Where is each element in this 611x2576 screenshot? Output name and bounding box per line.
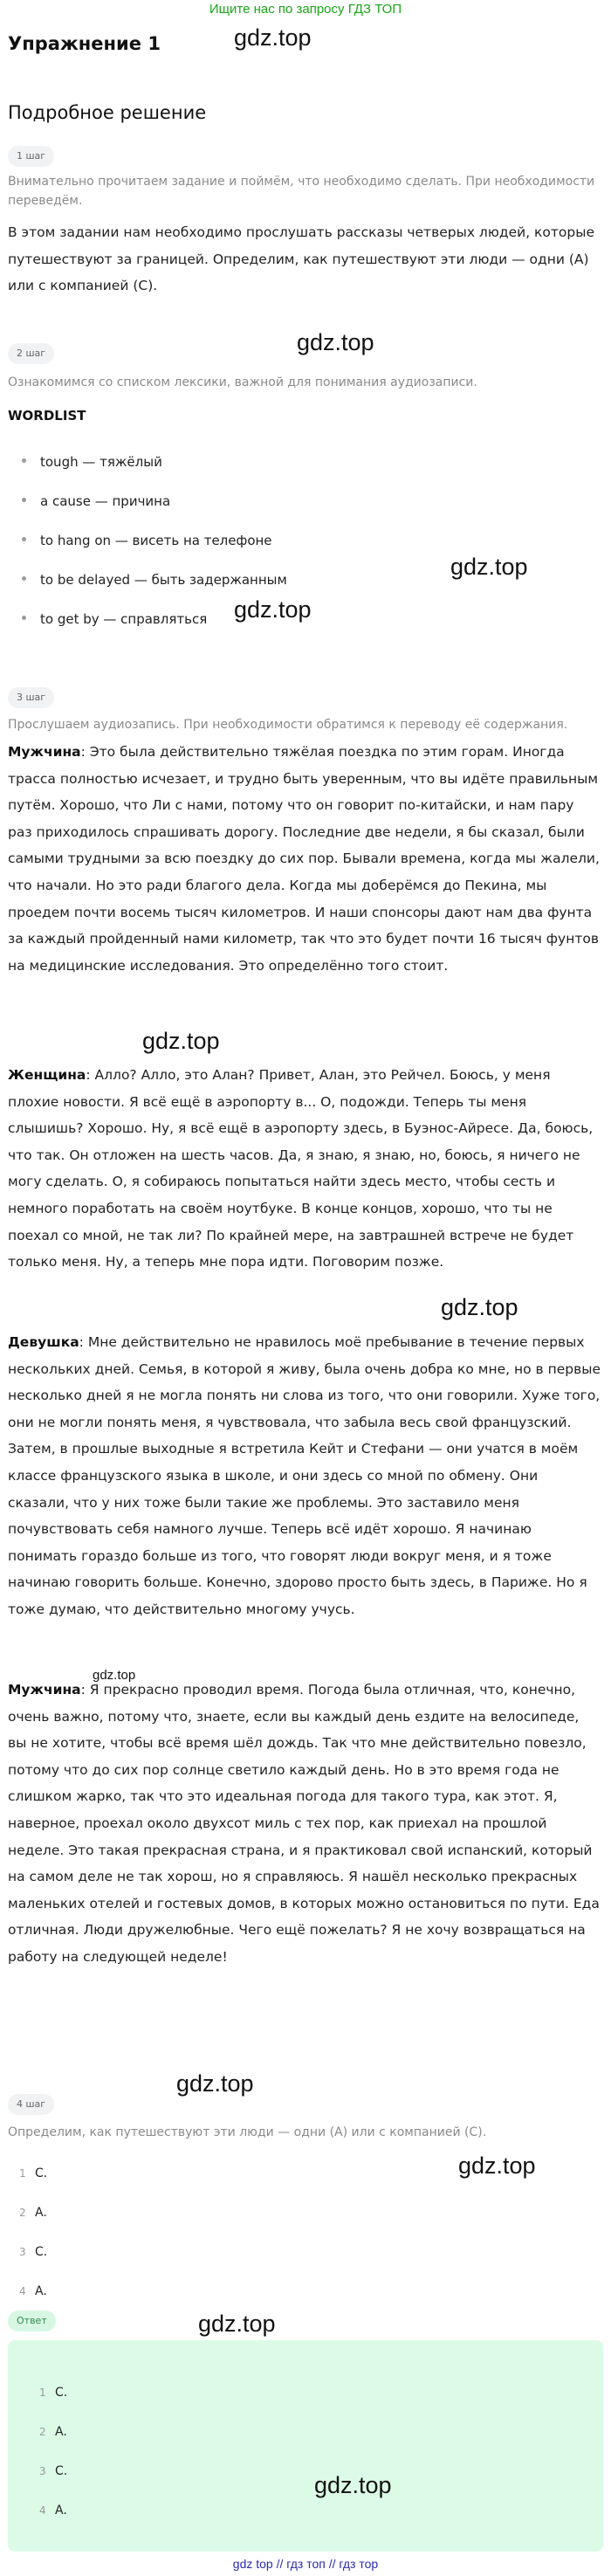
answer-row xyxy=(19,2282,47,2301)
answer-box xyxy=(8,2340,603,2552)
answer-number: 1 xyxy=(19,2167,26,2180)
answer-number: 4 xyxy=(39,2504,46,2517)
wordlist-item xyxy=(22,610,207,629)
watermark: gdz.top xyxy=(198,2311,276,2337)
transcript-paragraph xyxy=(8,739,601,979)
answer-number: 2 xyxy=(19,2207,26,2219)
wordlist-item xyxy=(22,452,162,472)
wordlist-item xyxy=(22,531,272,550)
step-3-hint: Прослушаем аудиозапись. При необходимости обратимся к переводу её содержания. xyxy=(8,718,568,732)
transcript-text: : Я прекрасно проводил время. Погода была отличная, что, конечно, очень важно, потому что, знаете, если вы каждый день ездите на велосипеде, вы не хотите, чтобы всё время шёл дождь. Так что мне действительно повезло, потому что до сих пор солнце светило каждый день. Но в это время года не слишком жарко, так что это идеальная погода для такого тура, как этот. Я, наверное, проехал около двухсот миль с тех пор, как приехал на прошлой неделе. Это такая прекрасная страна, и я практиковал свой испанский, который на самом деле не так хорош, но я справляюсь. Я нашёл несколько прекрасных маленьких отелей и гостевых домов, в которых можно остановиться по пути. Еда отличная. Люди дружелюбные. Чего ещё пожелать? Я не хочу возвращаться на работу на следующей неделе! xyxy=(8,1682,600,1965)
watermark: gdz.top xyxy=(314,2472,392,2498)
final-answer-row xyxy=(39,2422,67,2442)
answer-value: C. xyxy=(35,2245,48,2259)
answer-number: 3 xyxy=(19,2246,26,2258)
watermark: gdz.top xyxy=(93,1668,136,1683)
step-1-text: В этом задании нам необходимо прослушать рассказы четверых людей, которые путешествуют за границей. Определим, как путешествуют эти люди — одни (A) или с компанией (C). xyxy=(8,224,595,294)
wordlist-item-text: to get by — справляться xyxy=(40,611,208,627)
wordlist-item xyxy=(22,492,170,511)
watermark: gdz.top xyxy=(458,2152,536,2179)
speaker-name: Девушка xyxy=(8,1334,79,1350)
answer-badge: Ответ xyxy=(8,2311,56,2331)
watermark: gdz.top xyxy=(142,1028,220,1054)
bullet-icon xyxy=(22,498,26,502)
bullet-icon xyxy=(22,458,26,463)
step-4-hint: Определим, как путешествуют эти люди — одни (A) или с компанией (C). xyxy=(8,2125,487,2139)
bullet-icon xyxy=(22,616,26,620)
watermark: gdz.top xyxy=(176,2070,254,2097)
speaker-name: Женщина xyxy=(8,1067,86,1083)
transcript-text: : Это была действительно тяжёлая поездка по этим горам. Иногда трасса полностью исчезает, и трудно быть уверенным, что вы идёте правильным путём. Хорошо, что Ли с нами, потому что он говорит по-китайски, и нам пару раз приходилось спрашивать дорогу. Последние две недели, я бы сказал, были самыми трудными за всю поездку до сих пор. Бывали времена, когда мы жалели, что начали. Но это ради благого дела. Когда мы доберёмся до Пекина, мы проедем почти восемь тысяч километров. И наши спонсоры дают нам два фунта за каждый пройденный нами километр, так что это будет почти 16 тысяч фунтов на медицинские исследования. Это определённо того стоит. xyxy=(8,744,600,974)
step-3-badge: 3 шаг xyxy=(8,687,54,708)
step-4-badge: 4 шаг xyxy=(8,2094,54,2115)
transcript-text: : Мне действительно не нравилось моё пребывание в течение первых нескольких дней. Семья, в которой я живу, была очень добра ко мне, но в первые несколько дней я не могла понять ни слова из того, что они говорили. Хуже того, они не могли понять меня, я чувствовала, что забыла весь свой французский. Затем, в прошлые выходные я встретила Кейт и Стефани — они учатся в моём классе французского языка в школе, и они здесь со мной по обмену. Они сказали, что у них тоже были такие же проблемы. Это заставило меня почувствовать себя намного лучше. Теперь всё идёт хорошо. Я начинаю понимать гораздо больше из того, что говорят люди вокруг меня, и я тоже начинаю говорить больше. Конечно, здорово просто быть здесь, в Париже. Но я тоже думаю, что действительно многому учусь. xyxy=(8,1334,601,1617)
wordlist-item-text: tough — тяжёлый xyxy=(40,454,162,470)
bullet-icon xyxy=(22,537,26,541)
answer-value: C. xyxy=(35,2166,48,2180)
transcript-paragraph xyxy=(8,1329,601,1623)
final-answer-row xyxy=(39,2501,67,2520)
step-2-hint: Ознакомимся со списком лексики, важной для понимания аудиозаписи. xyxy=(8,375,477,389)
watermark: gdz.top xyxy=(450,554,528,580)
final-answer-row xyxy=(39,2383,67,2402)
answer-number: 4 xyxy=(19,2285,26,2297)
wordlist-item-text: to be delayed — быть задержанным xyxy=(40,572,287,588)
answer-value: C. xyxy=(55,2386,68,2400)
bottom-banner[interactable]: gdz top // гдз топ // гдз тор xyxy=(232,2557,379,2571)
wordlist-item-text: to hang on — висеть на телефоне xyxy=(40,533,272,548)
step-2-badge: 2 шаг xyxy=(8,343,54,364)
answer-value: A. xyxy=(35,2284,47,2298)
wordlist-item-text: a cause — причина xyxy=(40,493,171,509)
answer-row xyxy=(19,2203,47,2222)
speaker-name: Мужчина xyxy=(8,744,81,760)
answer-number: 2 xyxy=(39,2426,46,2438)
step-1-badge: 1 шаг xyxy=(8,146,54,167)
answer-number: 1 xyxy=(39,2387,46,2399)
wordlist-title: WORDLIST xyxy=(8,408,86,424)
exercise-title: Упражнение 1 xyxy=(8,33,161,54)
answer-row xyxy=(19,2164,47,2183)
answer-number: 3 xyxy=(39,2465,46,2477)
watermark: gdz.top xyxy=(234,24,312,51)
transcript-paragraph xyxy=(8,1677,601,1971)
transcript-paragraph xyxy=(8,1062,601,1276)
watermark: gdz.top xyxy=(234,596,312,623)
wordlist-item xyxy=(22,570,287,589)
watermark: gdz.top xyxy=(297,329,374,355)
answer-value: A. xyxy=(55,2504,67,2517)
bullet-icon xyxy=(22,576,26,581)
step-1-hint: Внимательно прочитаем задание и поймём, что необходимо сделать. При необходимости переведём. xyxy=(8,175,595,208)
answer-value: A. xyxy=(35,2206,47,2220)
speaker-name: Мужчина xyxy=(8,1682,81,1698)
transcript-text: : Алло? Алло, это Алан? Привет, Алан, это Рейчел. Боюсь, у меня плохие новости. Я всё ещё в аэропорту в... О, подожди. Теперь ты меня слышишь? Хорошо. Ну, я всё ещё в аэропорту здесь, в Буэнос-Айресе. Да, боюсь, что так. Он отложен на шесть часов. Да, я знаю, я знаю, но, боюсь, я ничего не могу сделать. О, я собираюсь попытаться найти здесь место, чтобы сесть и немного поработать на своём ноутбуке. В конце концов, хорошо, что ты не поехал со мной, не так ли? По крайней мере, на завтрашней встрече не будет только меня. Ну, а теперь мне пора идти. Поговорим позже. xyxy=(8,1067,594,1271)
answer-value: C. xyxy=(55,2464,68,2478)
top-banner[interactable]: Ищите нас по запросу ГДЗ ТОП xyxy=(209,2,402,17)
watermark: gdz.top xyxy=(441,1294,518,1320)
final-answer-row xyxy=(39,2462,67,2481)
answer-value: A. xyxy=(55,2425,67,2439)
solution-heading: Подробное решение xyxy=(8,102,207,123)
answer-row xyxy=(19,2242,47,2262)
